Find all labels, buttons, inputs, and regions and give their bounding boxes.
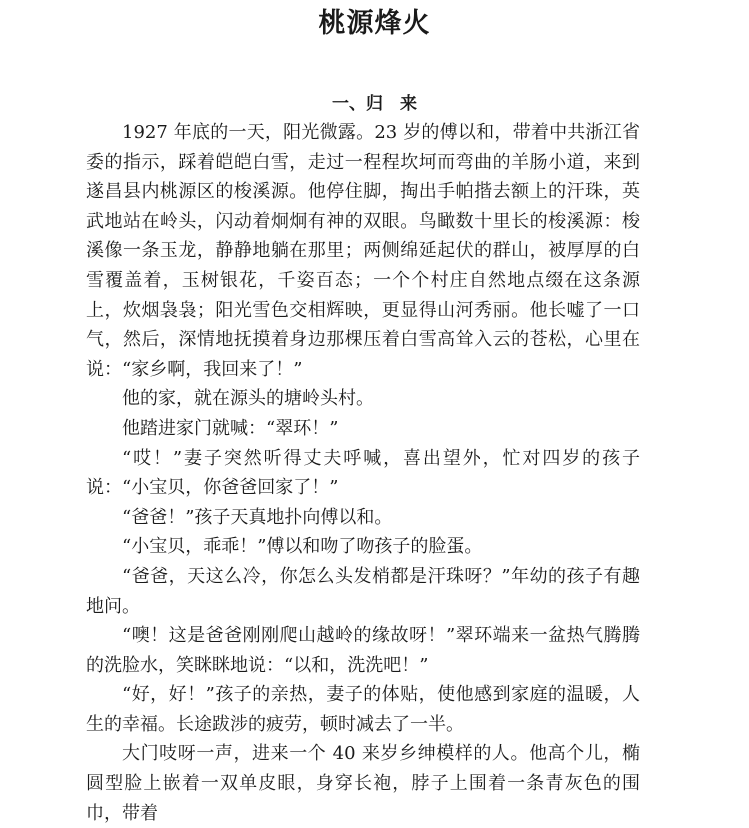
- paragraph: 他的家，就在源头的塘岭头村。: [122, 388, 374, 410]
- paragraph: “爸爸！”孩子天真地扑向傅以和。: [122, 506, 393, 528]
- body-text: [86, 118, 640, 828]
- paragraph: “噢！这是爸爸刚刚爬山越岭的缘故呀！”翠环端来一盆热气腾腾的洗脸水，笑眯眯地说：“以和，洗洗吧！”: [86, 625, 640, 676]
- paragraph: “好，好！”孩子的亲热，妻子的体贴，使他感到家庭的温暖，人生的幸福。长途跋涉的疲劳，顿时减去了一半。: [86, 684, 640, 735]
- paragraph: 他踏进家门就喊：“翠环！”: [122, 417, 339, 439]
- paragraph: “小宝贝，乖乖！”傅以和吻了吻孩子的脸蛋。: [122, 536, 483, 558]
- paragraph: 大门吱呀一声，进来一个 40 来岁乡绅模样的人。他高个儿，椭圆型脸上嵌着一双单皮眼，身穿长袍，脖子上围着一条青灰色的围巾，带着: [86, 743, 640, 824]
- document-title: 桃源烽火: [318, 8, 431, 39]
- section-heading: 一、归 来: [332, 94, 417, 114]
- paragraph: “爸爸，天这么冷，你怎么头发梢都是汗珠呀？”年幼的孩子有趣地问。: [86, 565, 640, 617]
- paragraph: “哎！”妻子突然听得丈夫呼喊，喜出望外，忙对四岁的孩子说：“小宝贝，你爸爸回家了！”: [86, 447, 640, 499]
- paragraph: 1927 年底的一天，阳光微露。23 岁的傅以和，带着中共浙江省委的指示，踩着皑皑白雪，走过一程程坎坷而弯曲的羊肠小道，来到遂昌县内桃源区的梭溪源。他停住脚，掏出手帕揩去额上的汗珠，英武地站在岭头，闪动着炯炯有神的双眼。鸟瞰数十里长的梭溪源：梭溪像一条玉龙，静静地躺在那里；两侧绵延起伏的群山，被厚厚的白雪覆盖着，玉树银花，千姿百态；一个个村庄自然地点缀在这条源上，炊烟袅袅；阳光雪色交相辉映，更显得山河秀丽。他长嘘了一口气，然后，深情地抚摸着身边那棵压着白雪高耸入云的苍松，心里在说：“家乡啊，我回来了！”: [86, 122, 640, 380]
